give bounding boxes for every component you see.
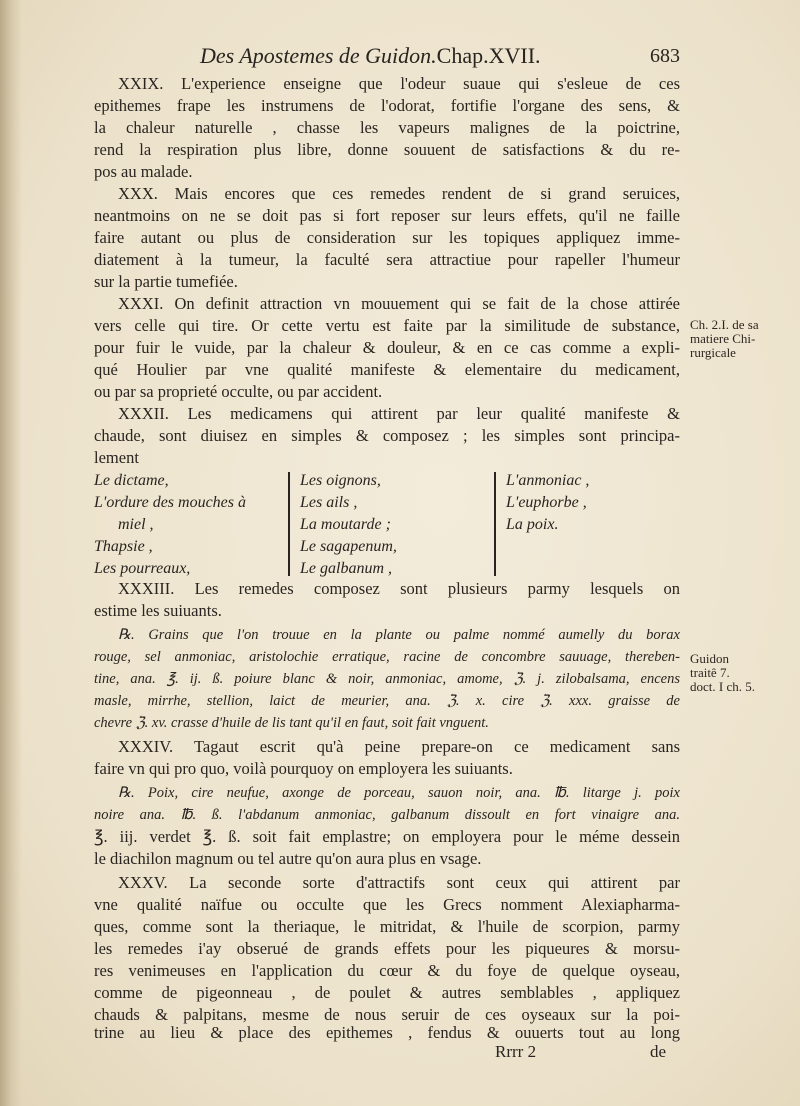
body-line: XXXIV. Tagaut escrit qu'à peine prepare-on ce medicament sans: [118, 737, 680, 756]
body-line: vers celle qui tire. Or cette vertu est faite par la similitude de substance,: [94, 316, 680, 335]
body-line: faire autant ou plus de consideration sur les topiques appliquez imme-: [94, 228, 680, 247]
body-line: ques, comme sont la theriaque, le mitridat, & l'huile de scorpion, parmy: [94, 917, 680, 936]
list-item: Le dictame,: [94, 472, 169, 489]
simples-column-1: [94, 470, 284, 580]
body-line: les remedes i'ay obserué de grands effets pour les piqueures & morsu-: [94, 939, 680, 958]
list-item: Thapsie ,: [94, 538, 153, 555]
body-line: rend la respiration plus libre, donne souuent de satisfactions & du re-: [94, 140, 680, 159]
body-line: pour fuir le vuide, par la chaleur & douleur, & en ce cas comme a expli-: [94, 338, 680, 357]
body-line: neantmoins on ne se doit pas si fort reposer sur leurs effets, qu'il ne faille: [94, 206, 680, 225]
recipe-line: ℞. Grains que l'on trouue en la plante ou palme nommé aumelly du borax: [118, 627, 680, 643]
body-line: pos au malade.: [94, 162, 193, 181]
body-line: vne qualité naïfue ou occulte que les Grecs nomment Alexiapharma-: [94, 895, 680, 914]
body-line: faire vn qui pro quo, voilà pourquoy on employera les suiuants.: [94, 759, 513, 778]
list-item: Les oignons,: [300, 472, 381, 489]
note-line: matiere Chi-: [690, 331, 756, 346]
body-line: XXXI. On definit attraction vn mouuement qui se fait de la chose attirée: [118, 294, 680, 313]
body-line: la chaleur naturelle , chasse les vapeurs malignes de la poictrine,: [94, 118, 680, 137]
page-number: 683: [650, 45, 680, 67]
list-item: L'anmoniac ,: [506, 472, 590, 489]
recipe-line: chevre ℨ. xv. crasse d'huile de lis tant qu'il en faut, soit fait vnguent.: [94, 715, 489, 731]
header-title: Des Apostemes de Guidon.: [200, 43, 437, 68]
recipe-line: ℞. Poix, cire neufue, axonge de porceau, sauon noir, ana. ℔. litarge j. poix: [118, 785, 680, 801]
recipe-line: masle, mirrhe, stellion, laict de meurier, ana. ℨ. x. cire ℨ. xxx. graisse de: [94, 693, 680, 709]
margin-note-chauliac: [690, 318, 790, 360]
body-line: XXXIII. Les remedes composez sont plusieurs parmy lesquels on: [118, 579, 680, 598]
body-line: XXIX. L'experience enseigne que l'odeur suaue qui s'esleue de ces: [118, 74, 680, 93]
body-line: XXXV. La seconde sorte d'attractifs sont ceux qui attirent par: [118, 873, 680, 892]
list-item: miel ,: [118, 516, 154, 533]
list-item: L'euphorbe ,: [506, 494, 587, 511]
list-item: La moutarde ;: [300, 516, 391, 533]
body-line: estime les suiuants.: [94, 601, 222, 620]
recipe-line: tine, ana. ℥. ij. ß. poiure blanc & noir, anmoniac, amome, ℨ. j. zilobalsama, encens: [94, 671, 680, 687]
header-chapter: Chap.XVII.: [436, 43, 541, 68]
recipe-line: ℥. iij. verdet ℥. ß. soit fait emplastre; on employera pour le méme dessein: [94, 827, 680, 846]
body-line: chaude, sont diuisez en simples & composez ; les simples sont principa-: [94, 426, 680, 445]
margin-note-guidon: [690, 652, 790, 694]
list-item: Le sagapenum,: [300, 538, 397, 555]
page-gutter: [0, 0, 22, 1106]
recipe-line: noire ana. ℔. ß. l'abdanum anmoniac, galbanum dissoult en fort vinaigre ana.: [94, 807, 680, 823]
simples-column-3: [506, 470, 696, 536]
body-line: chauds & palpitans, mesme de nous seruir de ces oyseaux sur la poi-: [94, 1005, 680, 1024]
recipe-line: rouge, sel anmoniac, aristolochie erratique, racine de concombre sauuage, thereben-: [94, 649, 680, 665]
column-divider: [494, 472, 496, 576]
note-line: rurgicale: [690, 345, 736, 360]
list-item: Le galbanum ,: [300, 560, 392, 577]
list-item: La poix.: [506, 516, 559, 533]
column-divider: [288, 472, 290, 576]
body-line: epithemes frape les instrumens de l'odorat, fortifie l'organe des sens, &: [94, 96, 680, 115]
body-line: XXXII. Les medicamens qui attirent par leur qualité manifeste &: [118, 404, 680, 423]
list-item: L'ordure des mouches à: [94, 494, 246, 511]
body-line: diatement à la tumeur, la faculté sera attractiue pour rapeller l'humeur: [94, 250, 680, 269]
list-item: Les pourreaux,: [94, 560, 191, 577]
body-line: trine au lieu & place des epithemes , fendus & ouuerts tout au long: [94, 1023, 680, 1042]
note-line: Guidon: [690, 651, 729, 666]
running-header: [200, 42, 680, 70]
body-line: qué Houlier par vne qualité manifeste & elementaire du medicament,: [94, 360, 680, 379]
body-line: lement: [94, 448, 139, 467]
body-line: comme de pigeonneau , de poulet & autres semblables , appliquez: [94, 983, 680, 1002]
signature-mark: Rrrr 2: [495, 1042, 537, 1061]
body-line: ou par sa proprieté occulte, ou par accident.: [94, 382, 383, 401]
note-line: traitê 7.: [690, 665, 730, 680]
catchword: de: [650, 1042, 667, 1061]
note-line: Ch. 2.I. de sa: [690, 317, 759, 332]
simples-column-2: [300, 470, 490, 580]
list-item: Les ails ,: [300, 494, 358, 511]
note-line: doct. I ch. 5.: [690, 679, 755, 694]
body-line: res venimeuses en l'application du cœur & du foye de quelque oyseau,: [94, 961, 680, 980]
body-line: sur la partie tumefiée.: [94, 272, 238, 291]
body-line: XXX. Mais encores que ces remedes rendent de si grand seruices,: [118, 184, 680, 203]
recipe-line: le diachilon magnum ou tel autre qu'on aura plus en vsage.: [94, 849, 482, 868]
